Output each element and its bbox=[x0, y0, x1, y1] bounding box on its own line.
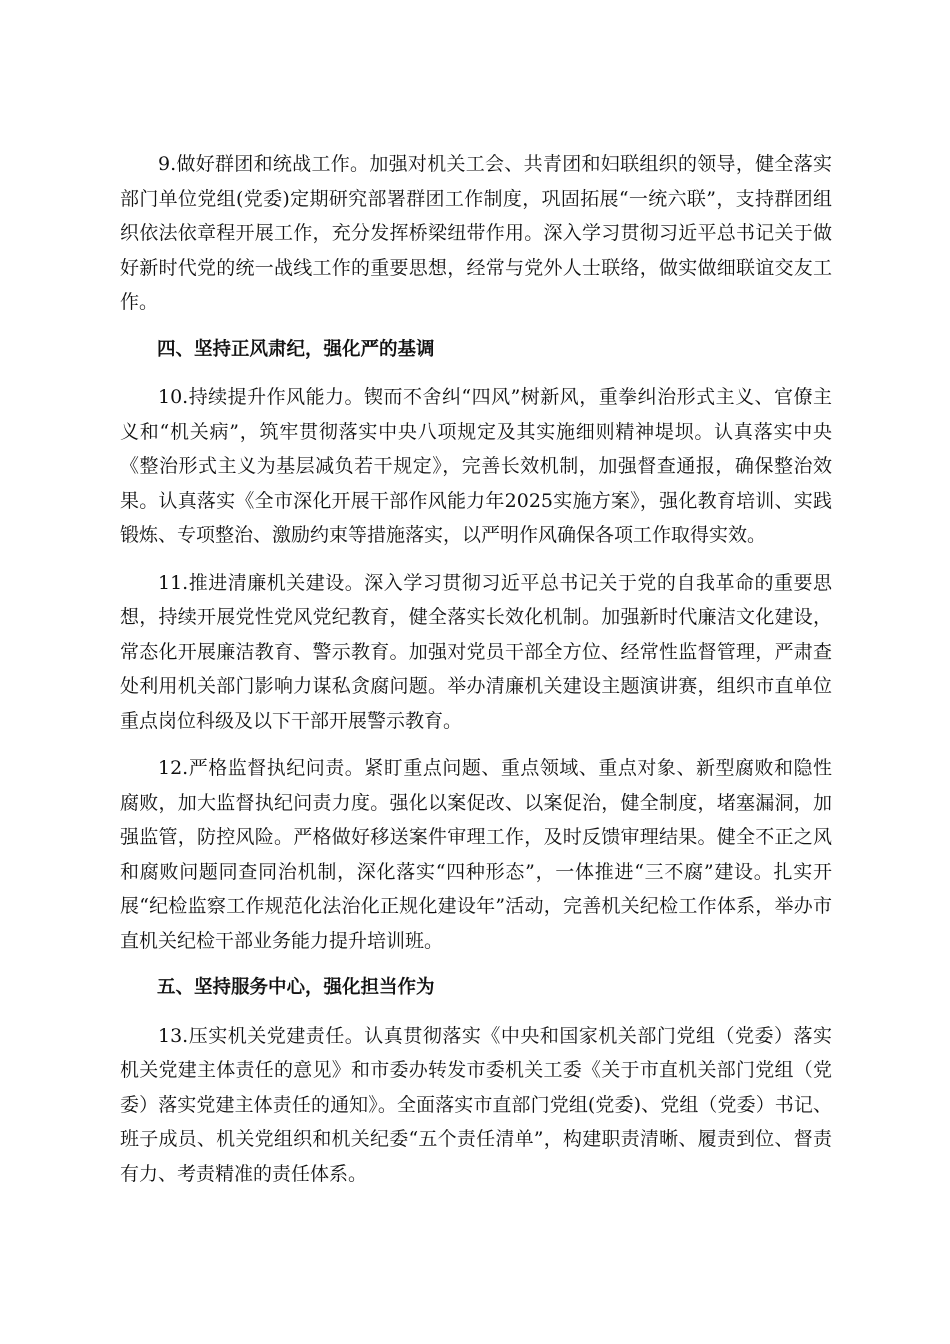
section-heading-5: 五、坚持服务中心，强化担当作为 bbox=[157, 977, 435, 998]
document-body bbox=[120, 147, 832, 1204]
paragraph-item-13: 13.压实机关党建责任。认真贯彻落实《中央和国家机关部门党组（党委）落实机关党建主体责任的意见》和市委办转发市委机关工委《关于市直机关部门党组（党委）落实党建主体责任的通知》。全面落实市直部门党组(党委)、党组（党委）书记、班子成员、机关党组织和机关纪委“五个责任清单”，构建职责清晰、履责到位、督责有力、考责精准的责任体系。 bbox=[120, 1024, 832, 1185]
paragraph-item-12: 12.严格监督执纪问责。紧盯重点问题、重点领域、重点对象、新型腐败和隐性腐败，加大监督执纪问责力度。强化以案促改、以案促治，健全制度，堵塞漏洞，加强监管，防控风险。严格做好移送案件审理工作，及时反馈审理结果。健全不正之风和腐败问题同查同治机制，深化落实“四种形态”，一体推进“三不腐”建设。扎实开展“纪检监察工作规范化法治化正规化建设年”活动，完善机关纪检工作体系，举办市直机关纪检干部业务能力提升培训班。 bbox=[120, 757, 832, 952]
paragraph-item-10: 10.持续提升作风能力。锲而不舍纠“四风”树新风，重拳纠治形式主义、官僚主义和“机关病”，筑牢贯彻落实中央八项规定及其实施细则精神堤坝。认真落实中央《整治形式主义为基层减负若干规定》，完善长效机制，加强督查通报，确保整治效果。认真落实《全市深化开展干部作风能力年2025实施方案》，强化教育培训、实践锻炼、专项整治、激励约束等措施落实，以严明作风确保各项工作取得实效。 bbox=[120, 386, 832, 546]
paragraph-item-11: 11.推进清廉机关建设。深入学习贯彻习近平总书记关于党的自我革命的重要思想，持续开展党性党风党纪教育，健全落实长效化机制。加强新时代廉洁文化建设，常态化开展廉洁教育、警示教育。加强对党员干部全方位、经常性监督管理，严肃查处利用机关部门影响力谋私贪腐问题。举办清廉机关建设主题演讲赛，组织市直单位重点岗位科级及以下干部开展警示教育。 bbox=[120, 571, 832, 732]
section-heading-4: 四、坚持正风肃纪，强化严的基调 bbox=[157, 338, 435, 360]
paragraph-item-9: 9.做好群团和统战工作。加强对机关工会、共青团和妇联组织的领导，健全落实部门单位党组(党委)定期研究部署群团工作制度，巩固拓展“一统六联”，支持群团组织依法依章程开展工作，充分发挥桥梁纽带作用。深入学习贯彻习近平总书记关于做好新时代党的统一战线工作的重要思想，经常与党外人士联络，做实做细联谊交友工作。 bbox=[120, 153, 832, 313]
